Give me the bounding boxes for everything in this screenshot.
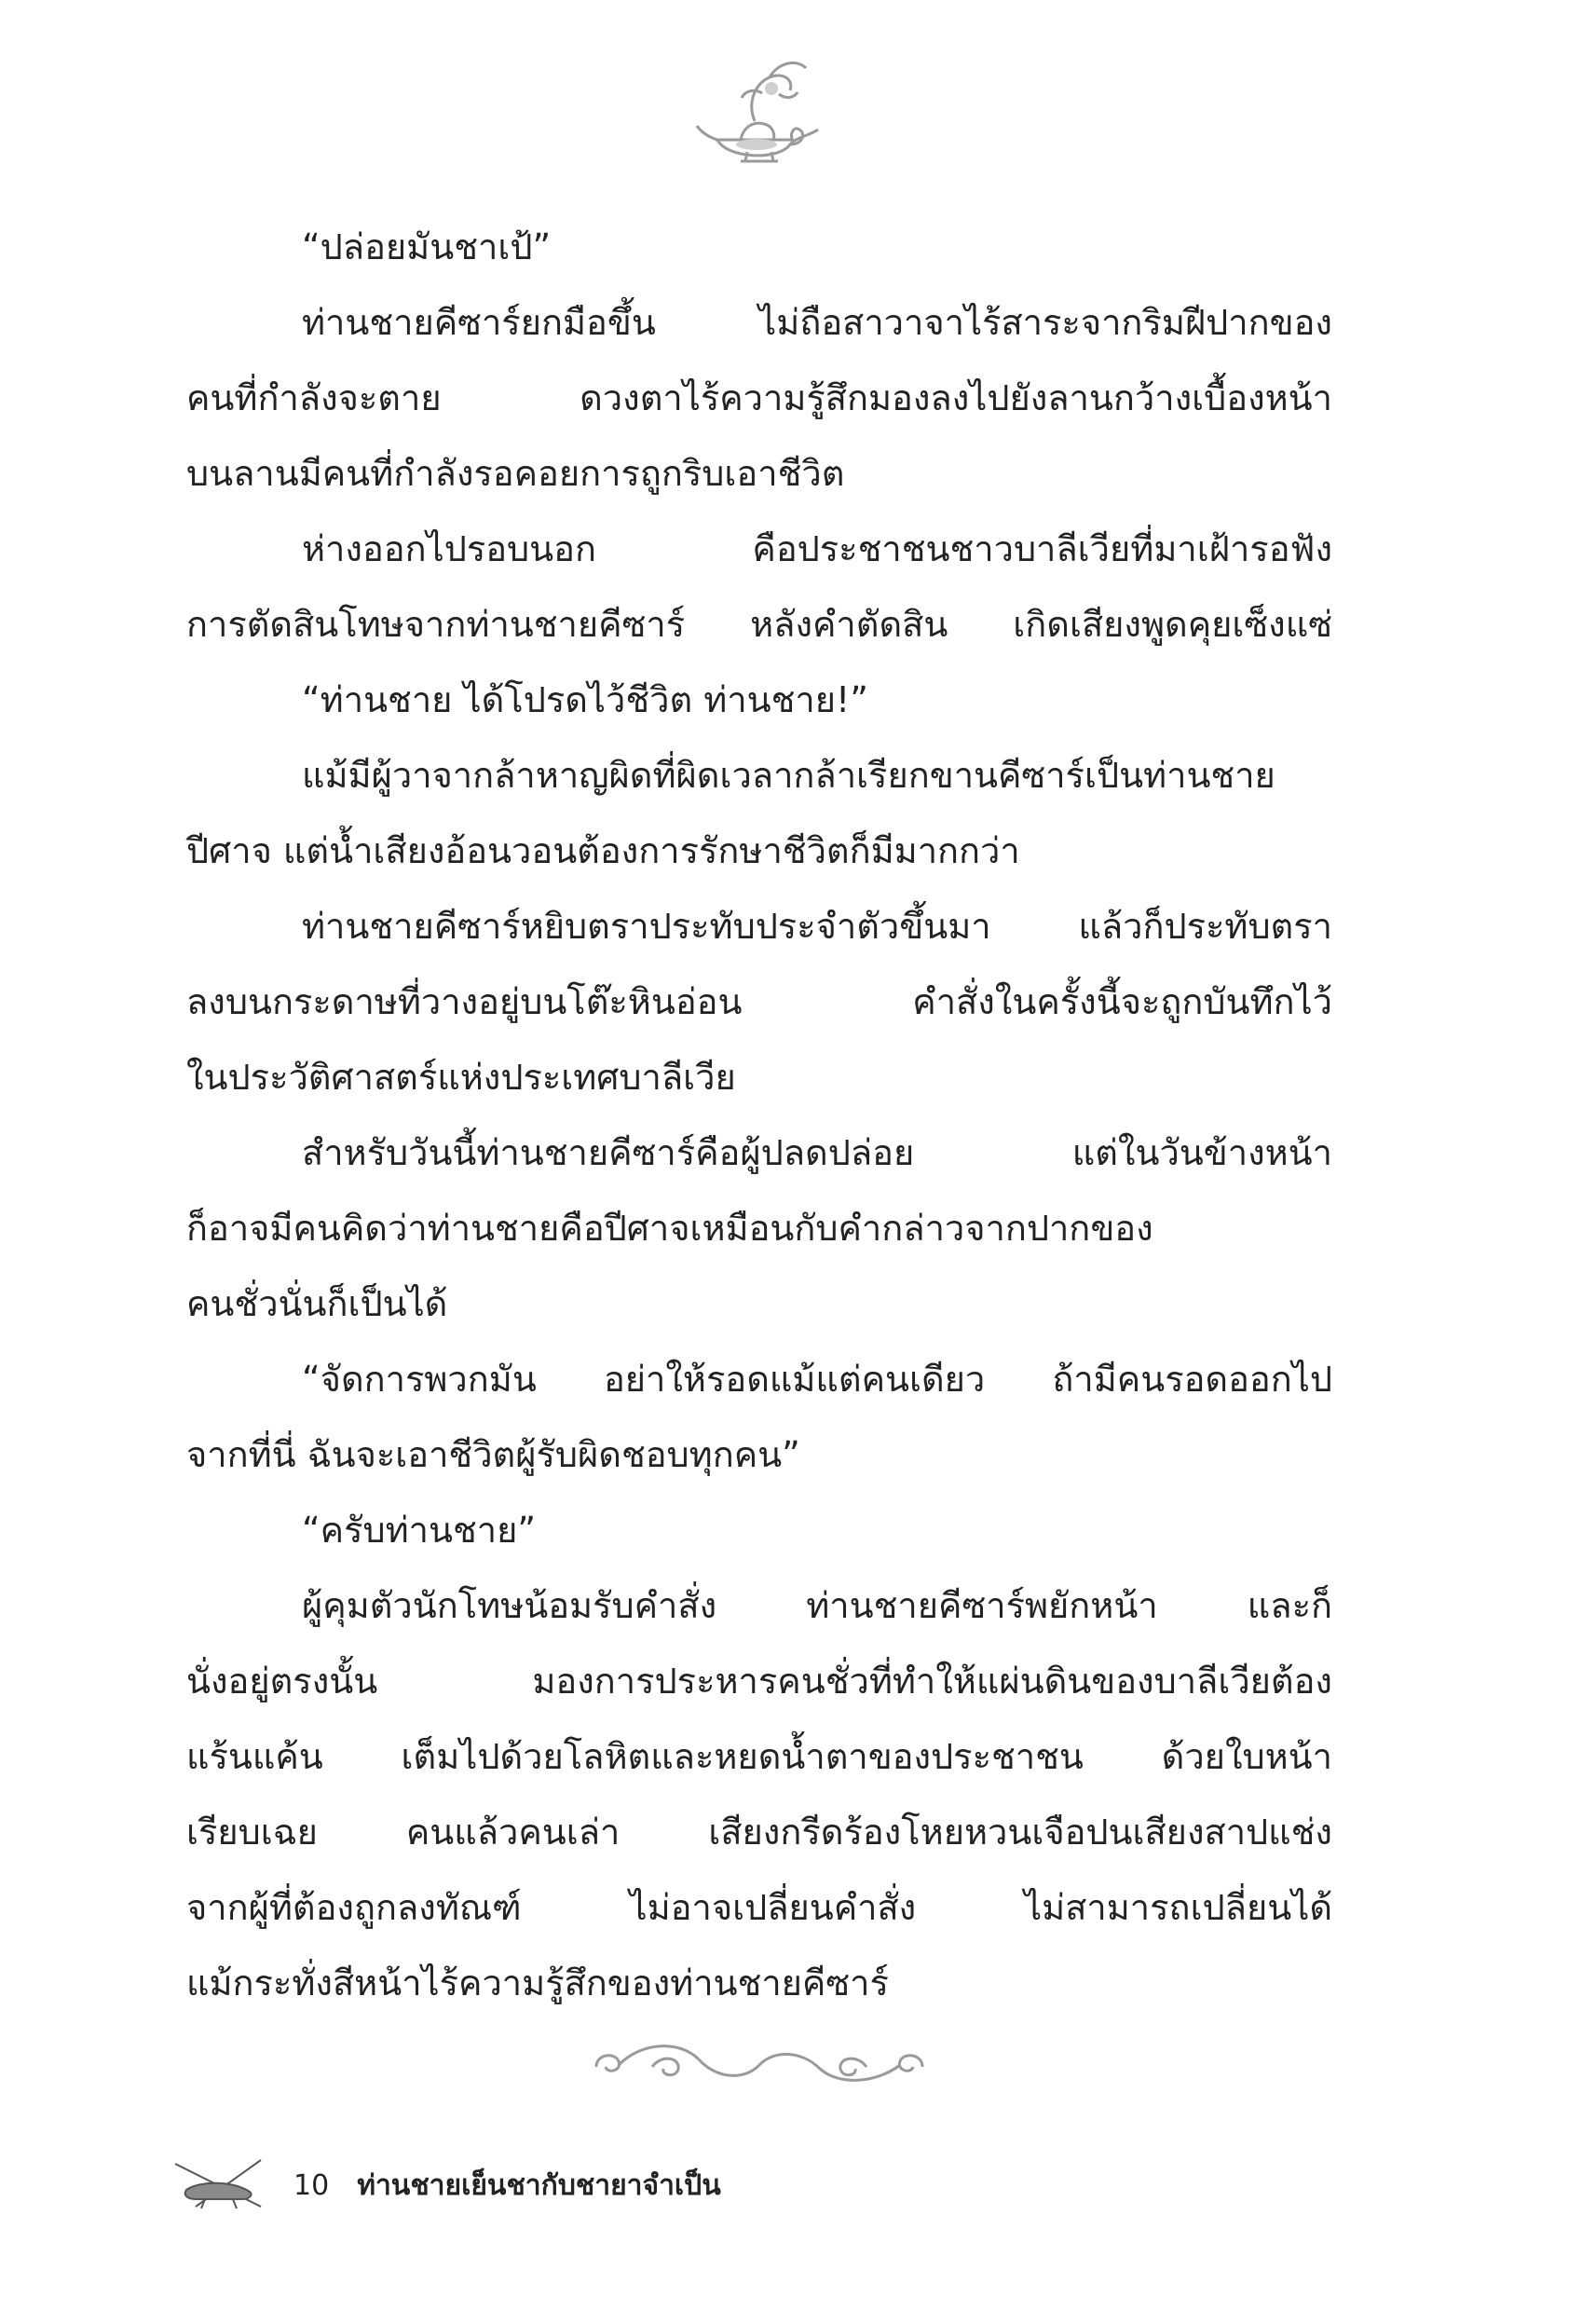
book-title: ท่านชายเย็นชากับชายาจำเป็น xyxy=(357,2168,721,2202)
text-line: คนที่กำลังจะตาย ดวงตาไร้ความรู้สึกมองลงไปยังลานกว้างเบื้องหน้า xyxy=(186,377,1332,418)
text-line: ก็อาจมีคนคิดว่าท่านชายคือปีศาจเหมือนกับคำกล่าวจากปากของ xyxy=(186,1208,1153,1249)
text-line: แร้นแค้น เต็มไปด้วยโลหิตและหยดน้ำตาของประชาชน ด้วยใบหน้า xyxy=(186,1736,1332,1777)
text-line: เรียบเฉย คนแล้วคนเล่า เสียงกรีดร้องโหยหวนเจือปนเสียงสาปแช่ง xyxy=(186,1812,1332,1853)
text-line: ผู้คุมตัวนักโทษน้อมรับคำสั่ง ท่านชายคีซาร์พยักหน้า และก็ xyxy=(302,1585,1332,1626)
text-line: ห่างออกไปรอบนอก คือประชาชนชาวบาลีเวียที่มาเฝ้ารอฟัง xyxy=(302,528,1332,569)
body-text xyxy=(186,210,1332,2021)
text-line: แม้กระทั่งสีหน้าไร้ความรู้สึกของท่านชายคีซาร์ xyxy=(186,1962,889,2003)
text-line: ท่านชายคีซาร์ยกมือขึ้น ไม่ถือสาวาจาไร้สาระจากริมฝีปากของ xyxy=(302,302,1332,343)
airplane-icon xyxy=(168,2153,270,2218)
text-line: จากที่นี่ ฉันจะเอาชีวิตผู้รับผิดชอบทุกคน” xyxy=(186,1434,800,1475)
text-line: สำหรับวันนี้ท่านชายคีซาร์คือผู้ปลดปล่อย แต่ในวันข้างหน้า xyxy=(302,1132,1332,1173)
magic-lamp-icon xyxy=(689,51,829,172)
text-line: บนลานมีคนที่กำลังรอคอยการถูกริบเอาชีวิต xyxy=(186,453,845,494)
page-footer xyxy=(168,2153,721,2218)
text-line: แม้มีผู้วาจากล้าหาญผิดที่ผิดเวลากล้าเรียกขานคีซาร์เป็นท่านชาย xyxy=(302,755,1275,796)
text-line: จากผู้ที่ต้องถูกลงทัณฑ์ ไม่อาจเปลี่ยนคำสั่ง ไม่สามารถเปลี่ยนได้ xyxy=(186,1887,1332,1928)
text-line: “จัดการพวกมัน อย่าให้รอดแม้แต่คนเดียว ถ้ามีคนรอดออกไป xyxy=(302,1359,1332,1400)
text-line: ในประวัติศาสตร์แห่งประเทศบาลีเวีย xyxy=(186,1057,736,1098)
text-line: ปีศาจ แต่น้ำเสียงอ้อนวอนต้องการรักษาชีวิตก็มีมากกว่า xyxy=(186,830,1020,871)
flourish-divider-icon xyxy=(587,2031,932,2097)
text-line: ลงบนกระดาษที่วางอยู่บนโต๊ะหินอ่อน คำสั่งในครั้งนี้จะถูกบันทึกไว้ xyxy=(186,981,1332,1022)
page-number: 10 xyxy=(293,2168,330,2202)
text-line: “ท่านชาย ได้โปรดไว้ชีวิต ท่านชาย!” xyxy=(302,679,868,720)
text-line: “ครับท่านชาย” xyxy=(302,1510,537,1551)
text-line: คนชั่วนั่นก็เป็นได้ xyxy=(186,1283,448,1324)
text-line: ท่านชายคีซาร์หยิบตราประทับประจำตัวขึ้นมา แล้วก็ประทับตรา xyxy=(302,906,1332,947)
text-line: “ปล่อยมันชาเป้” xyxy=(302,226,552,267)
text-line: การตัดสินโทษจากท่านชายคีซาร์ หลังคำตัดสิน เกิดเสียงพูดคุยเซ็งแซ่ xyxy=(186,604,1332,645)
text-line: นั่งอยู่ตรงนั้น มองการประหารคนชั่วที่ทำให้แผ่นดินของบาลีเวียต้อง xyxy=(186,1661,1332,1702)
